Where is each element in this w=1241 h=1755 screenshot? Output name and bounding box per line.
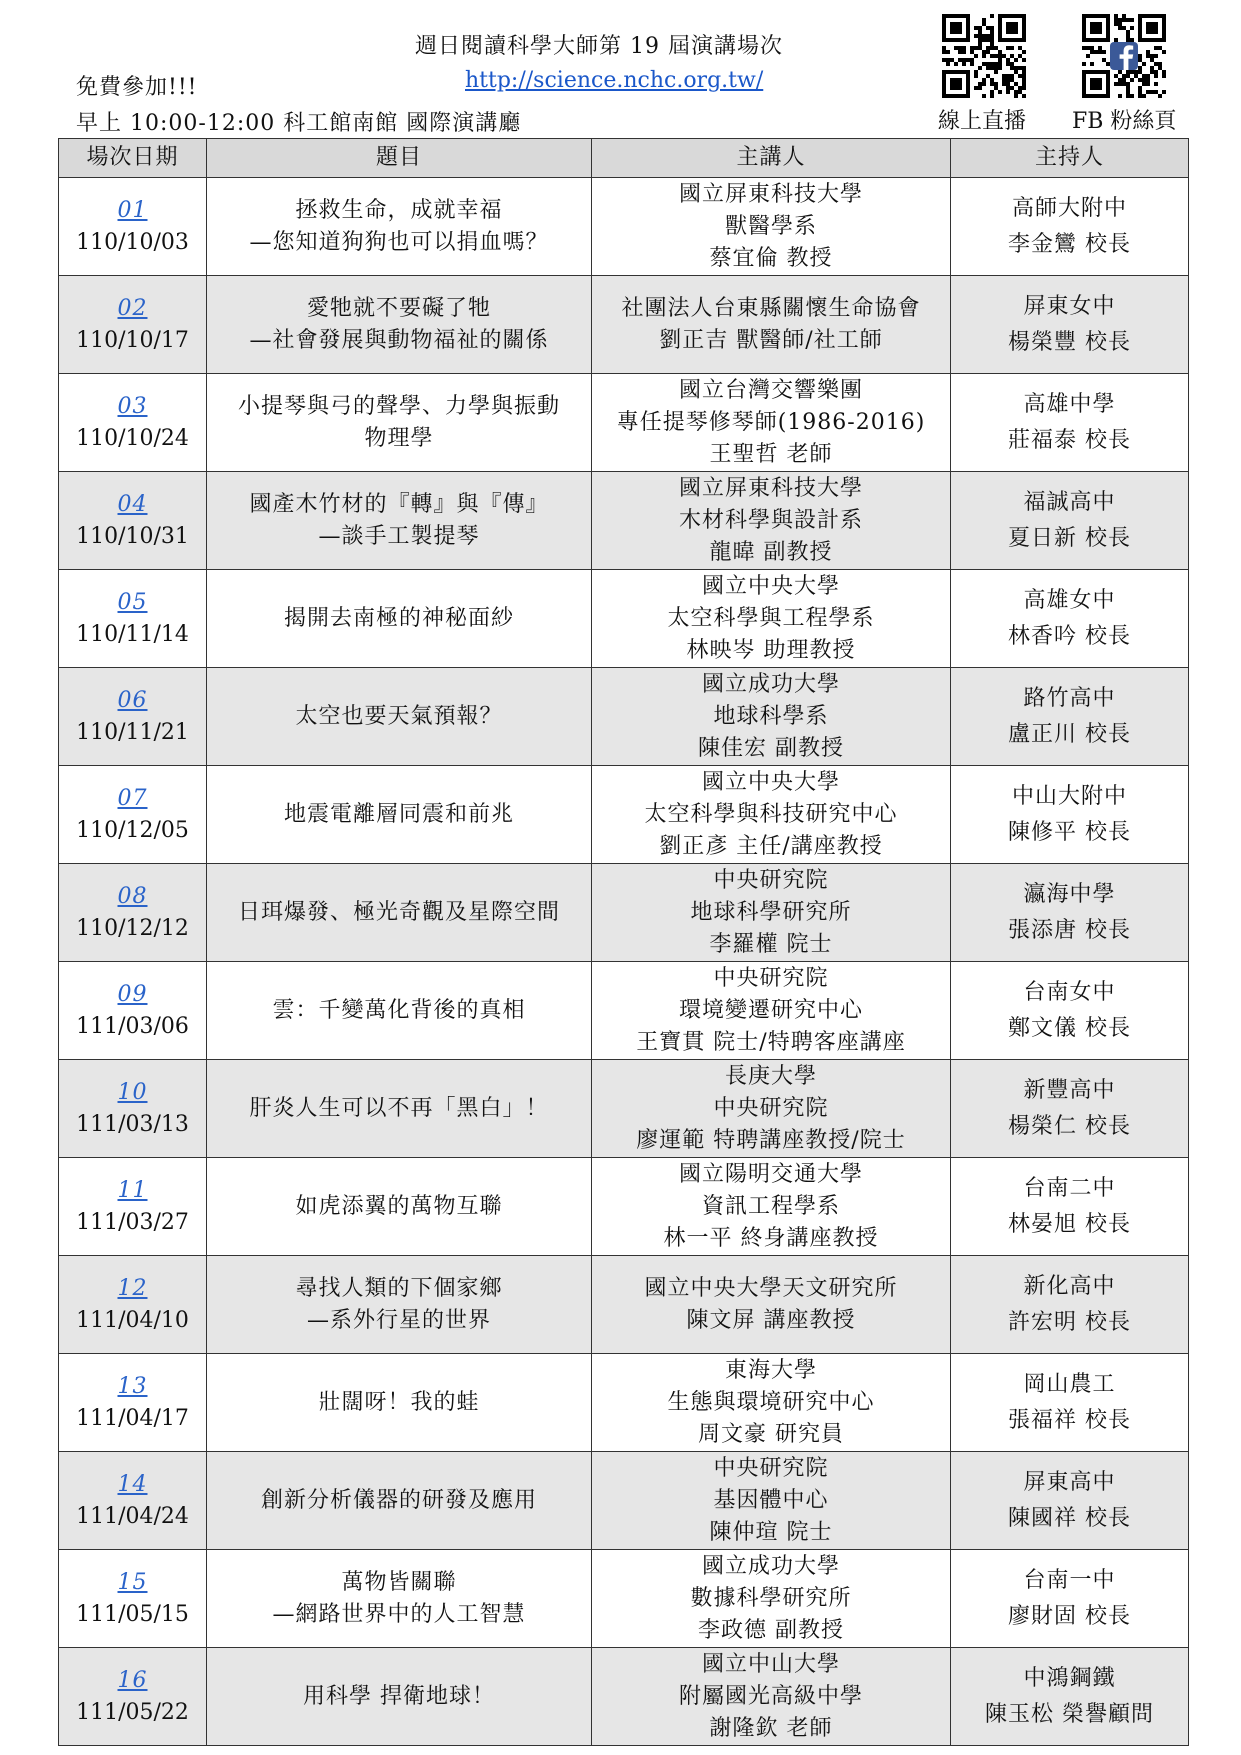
speaker-line: 基因體中心 [713,1487,829,1513]
topic-line: 地震電離層同震和前兆 [283,801,514,827]
session-cell [59,766,207,864]
host-cell [951,1648,1189,1746]
session-number-link[interactable]: 10 [117,1079,148,1105]
page-title: 週日閱讀科學大師第 19 屆演講場次 [415,34,783,59]
topic-line: 用科學 捍衛地球！ [303,1683,495,1709]
session-date: 110/11/14 [76,621,189,647]
lecture-schedule-table [58,138,1189,1746]
speaker-line: 國立中央大學天文研究所 [644,1275,898,1301]
session-number-link[interactable]: 16 [117,1667,148,1693]
speaker-line: 李政德 副教授 [698,1617,844,1643]
host-cell [951,472,1189,570]
session-cell [59,1158,207,1256]
session-number-link[interactable]: 08 [117,883,148,909]
topic-cell [207,1158,592,1256]
table-row [59,570,1189,668]
speaker-line: 陳佳宏 副教授 [698,735,844,761]
host-cell [951,962,1189,1060]
session-date: 110/10/17 [76,327,189,353]
table-row [59,1158,1189,1256]
speaker-line: 資訊工程學系 [701,1193,840,1219]
session-number-link[interactable]: 01 [117,197,148,223]
session-number-link[interactable]: 12 [117,1275,148,1301]
session-cell [59,276,207,374]
table-row [59,1060,1189,1158]
session-date: 110/12/05 [76,817,189,843]
speaker-line: 附屬國光高級中學 [678,1683,863,1709]
session-cell [59,570,207,668]
topic-line: —系外行星的世界 [306,1307,491,1333]
topic-line: 壯闊呀！我的蛙 [318,1389,480,1415]
session-number-link[interactable]: 07 [117,785,148,811]
topic-line: 揭開去南極的神秘面紗 [283,605,514,631]
table-row [59,1550,1189,1648]
speaker-line: 廖運範 特聘講座教授/院士 [636,1127,906,1153]
host-line: 鄭文儀 校長 [1008,1015,1131,1041]
speaker-line: 陳仲瑄 院士 [709,1519,833,1545]
session-date: 111/05/15 [76,1601,189,1627]
speaker-line: 王聖哲 老師 [709,441,833,467]
session-cell [59,668,207,766]
host-line: 陳國祥 校長 [1008,1505,1131,1531]
topic-cell [207,472,592,570]
topic-cell [207,1550,592,1648]
speaker-line: 東海大學 [724,1357,817,1383]
host-line: 張添唐 校長 [1008,917,1131,943]
topic-line: 太空也要天氣預報？ [295,703,503,729]
speaker-line: 環境變遷研究中心 [678,997,863,1023]
session-number-link[interactable]: 09 [117,981,148,1007]
table-row [59,864,1189,962]
session-date: 111/04/24 [76,1503,189,1529]
topic-cell [207,668,592,766]
host-line: 中山大附中 [1011,783,1127,809]
session-cell [59,472,207,570]
topic-line: —您知道狗狗也可以捐血嗎？ [249,229,549,255]
session-cell [59,1648,207,1746]
speaker-cell [592,1158,951,1256]
topic-line: 雲：千變萬化背後的真相 [272,997,526,1023]
table-row [59,1648,1189,1746]
host-cell [951,1256,1189,1354]
host-cell [951,766,1189,864]
host-cell [951,1452,1189,1550]
session-number-link[interactable]: 03 [117,393,148,419]
session-date: 111/05/22 [76,1699,189,1725]
host-line: 新豐高中 [1023,1077,1116,1103]
table-row [59,276,1189,374]
facebook-icon [1110,42,1138,70]
session-number-link[interactable]: 05 [117,589,148,615]
speaker-line: 周文豪 研究員 [698,1421,844,1447]
topic-cell [207,1452,592,1550]
topic-line: 國產木竹材的『轉』與『傳』 [249,491,549,517]
topic-line: 日珥爆發、極光奇觀及星際空間 [237,899,560,925]
speaker-line: 國立陽明交通大學 [678,1161,863,1187]
speaker-cell [592,1354,951,1452]
host-cell [951,1550,1189,1648]
table-row [59,766,1189,864]
speaker-line: 中央研究院 [713,867,829,893]
speaker-line: 社團法人台東縣關懷生命協會 [621,295,921,321]
topic-cell [207,766,592,864]
speaker-cell [592,1060,951,1158]
session-number-link[interactable]: 04 [117,491,148,517]
speaker-line: 李羅權 院士 [709,931,833,957]
column-header-topic: 題目 [207,139,592,178]
speaker-line: 國立中山大學 [701,1651,840,1677]
topic-line: 物理學 [364,425,434,451]
speaker-line: 王寶貫 院士/特聘客座講座 [636,1029,906,1055]
speaker-line: 國立台灣交響樂團 [678,377,863,403]
session-cell [59,1060,207,1158]
session-date: 111/03/27 [76,1209,189,1235]
topic-line: —社會發展與動物福祉的關係 [249,327,549,353]
host-cell [951,1060,1189,1158]
host-line: 高雄女中 [1023,587,1116,613]
speaker-line: 陳文屏 講座教授 [686,1307,856,1333]
speaker-line: 國立成功大學 [701,1553,840,1579]
session-cell [59,962,207,1060]
session-number-link[interactable]: 14 [117,1471,148,1497]
host-line: 楊榮仁 校長 [1008,1113,1131,1139]
topic-line: 創新分析儀器的研發及應用 [260,1487,537,1513]
host-line: 瀛海中學 [1023,881,1116,907]
speaker-cell [592,472,951,570]
speaker-line: 中央研究院 [713,1455,829,1481]
speaker-line: 木材科學與設計系 [678,507,863,533]
host-cell [951,570,1189,668]
speaker-cell [592,864,951,962]
topic-line: 肝炎人生可以不再「黑白」！ [249,1095,549,1121]
session-number-link[interactable]: 13 [117,1373,148,1399]
speaker-cell [592,178,951,276]
speaker-cell [592,1550,951,1648]
host-cell [951,1158,1189,1256]
host-cell [951,864,1189,962]
topic-cell [207,178,592,276]
speaker-line: 謝隆欽 老師 [709,1715,833,1741]
speaker-line: 中央研究院 [713,1095,829,1121]
topic-line: 尋找人類的下個家鄉 [295,1275,503,1301]
host-line: 新化高中 [1023,1273,1116,1299]
session-number-link[interactable]: 02 [117,295,148,321]
host-line: 陳修平 校長 [1008,819,1131,845]
website-link[interactable]: http://science.nchc.org.tw/ [465,68,764,93]
host-line: 莊福泰 校長 [1008,427,1131,453]
speaker-line: 國立成功大學 [701,671,840,697]
speaker-cell [592,374,951,472]
fb-fanpage-qr-code[interactable] [1082,14,1166,98]
speaker-cell [592,962,951,1060]
table-row [59,1452,1189,1550]
speaker-cell [592,276,951,374]
session-number-link[interactable]: 11 [117,1177,148,1203]
session-date: 111/04/17 [76,1405,189,1431]
speaker-line: 獸醫學系 [724,213,817,239]
free-admission-note: 免費參加!!! [76,75,198,100]
host-line: 福誠高中 [1023,489,1116,515]
table-row [59,178,1189,276]
speaker-line: 太空科學與工程學系 [667,605,875,631]
speaker-cell [592,766,951,864]
host-cell [951,1354,1189,1452]
host-line: 夏日新 校長 [1008,525,1131,551]
host-line: 盧正川 校長 [1008,721,1131,747]
host-line: 台南女中 [1023,979,1116,1005]
topic-cell [207,570,592,668]
speaker-line: 林映岑 助理教授 [686,637,856,663]
session-date: 110/10/24 [76,425,189,451]
column-header-host: 主持人 [951,139,1189,178]
session-date: 110/10/31 [76,523,189,549]
speaker-line: 國立中央大學 [701,573,840,599]
session-cell [59,1354,207,1452]
host-line: 高師大附中 [1011,195,1127,221]
session-number-link[interactable]: 06 [117,687,148,713]
session-date: 110/11/21 [76,719,189,745]
session-cell [59,1550,207,1648]
topic-line: 萬物皆關聯 [341,1569,457,1595]
topic-cell [207,1060,592,1158]
speaker-line: 長庚大學 [724,1063,817,1089]
topic-cell [207,962,592,1060]
table-row [59,962,1189,1060]
host-cell [951,374,1189,472]
host-line: 高雄中學 [1023,391,1116,417]
host-cell [951,276,1189,374]
speaker-line: 地球科學研究所 [690,899,852,925]
session-cell [59,1452,207,1550]
venue-time-note: 早上 10:00-12:00 科工館南館 國際演講廳 [76,111,522,136]
host-line: 林香吟 校長 [1008,623,1131,649]
topic-line: 拯救生命，成就幸福 [295,197,503,223]
host-line: 路竹高中 [1023,685,1116,711]
topic-cell [207,1256,592,1354]
host-line: 屏東女中 [1023,293,1116,319]
table-row [59,1354,1189,1452]
session-cell [59,178,207,276]
speaker-line: 專任提琴修琴師(1986-2016) [616,409,926,435]
table-row [59,374,1189,472]
topic-line: —網路世界中的人工智慧 [272,1601,526,1627]
speaker-line: 中央研究院 [713,965,829,991]
host-line: 張福祥 校長 [1008,1407,1131,1433]
host-line: 屏東高中 [1023,1469,1116,1495]
session-date: 111/03/06 [76,1013,189,1039]
table-row [59,1256,1189,1354]
session-date: 111/04/10 [76,1307,189,1333]
host-line: 台南一中 [1023,1567,1116,1593]
host-line: 許宏明 校長 [1008,1309,1131,1335]
speaker-cell [592,668,951,766]
topic-cell [207,1648,592,1746]
topic-line: —談手工製提琴 [318,523,480,549]
topic-cell [207,864,592,962]
topic-line: 愛牠就不要礙了牠 [306,295,491,321]
speaker-line: 國立屏東科技大學 [678,475,863,501]
speaker-line: 國立屏東科技大學 [678,181,863,207]
session-date: 110/10/03 [76,229,189,255]
host-cell [951,178,1189,276]
speaker-line: 數據科學研究所 [690,1585,852,1611]
speaker-line: 劉正吉 獸醫師/社工師 [659,327,883,353]
speaker-cell [592,1452,951,1550]
fb-fanpage-label: FB 粉絲頁 [1072,109,1177,134]
host-line: 陳玉松 榮譽顧問 [985,1701,1154,1727]
session-number-link[interactable]: 15 [117,1569,148,1595]
speaker-line: 國立中央大學 [701,769,840,795]
host-line: 廖財固 校長 [1008,1603,1131,1629]
speaker-line: 太空科學與科技研究中心 [644,801,898,827]
session-cell [59,1256,207,1354]
speaker-line: 地球科學系 [713,703,829,729]
host-line: 中鴻鋼鐵 [1023,1665,1116,1691]
session-date: 111/03/13 [76,1111,189,1137]
host-line: 李金鸞 校長 [1008,231,1131,257]
table-row [59,668,1189,766]
speaker-line: 林一平 終身講座教授 [663,1225,879,1251]
host-line: 台南二中 [1023,1175,1116,1201]
topic-cell [207,276,592,374]
session-cell [59,864,207,962]
speaker-line: 龍暐 副教授 [709,539,833,565]
speaker-line: 蔡宜倫 教授 [709,245,833,271]
topic-line: 小提琴與弓的聲學、力學與振動 [237,393,560,419]
live-stream-label: 線上直播 [938,109,1027,134]
topic-cell [207,1354,592,1452]
host-line: 岡山農工 [1023,1371,1116,1397]
host-line: 林晏旭 校長 [1008,1211,1131,1237]
speaker-cell [592,1648,951,1746]
host-cell [951,668,1189,766]
live-stream-qr-code[interactable] [942,14,1026,98]
speaker-line: 劉正彥 主任/講座教授 [659,833,883,859]
speaker-cell [592,1256,951,1354]
host-line: 楊榮豐 校長 [1008,329,1131,355]
column-header-speaker: 主講人 [592,139,951,178]
speaker-line: 生態與環境研究中心 [667,1389,875,1415]
table-row [59,472,1189,570]
column-header-date: 場次日期 [59,139,207,178]
topic-line: 如虎添翼的萬物互聯 [295,1193,503,1219]
speaker-cell [592,570,951,668]
topic-cell [207,374,592,472]
session-date: 110/12/12 [76,915,189,941]
session-cell [59,374,207,472]
